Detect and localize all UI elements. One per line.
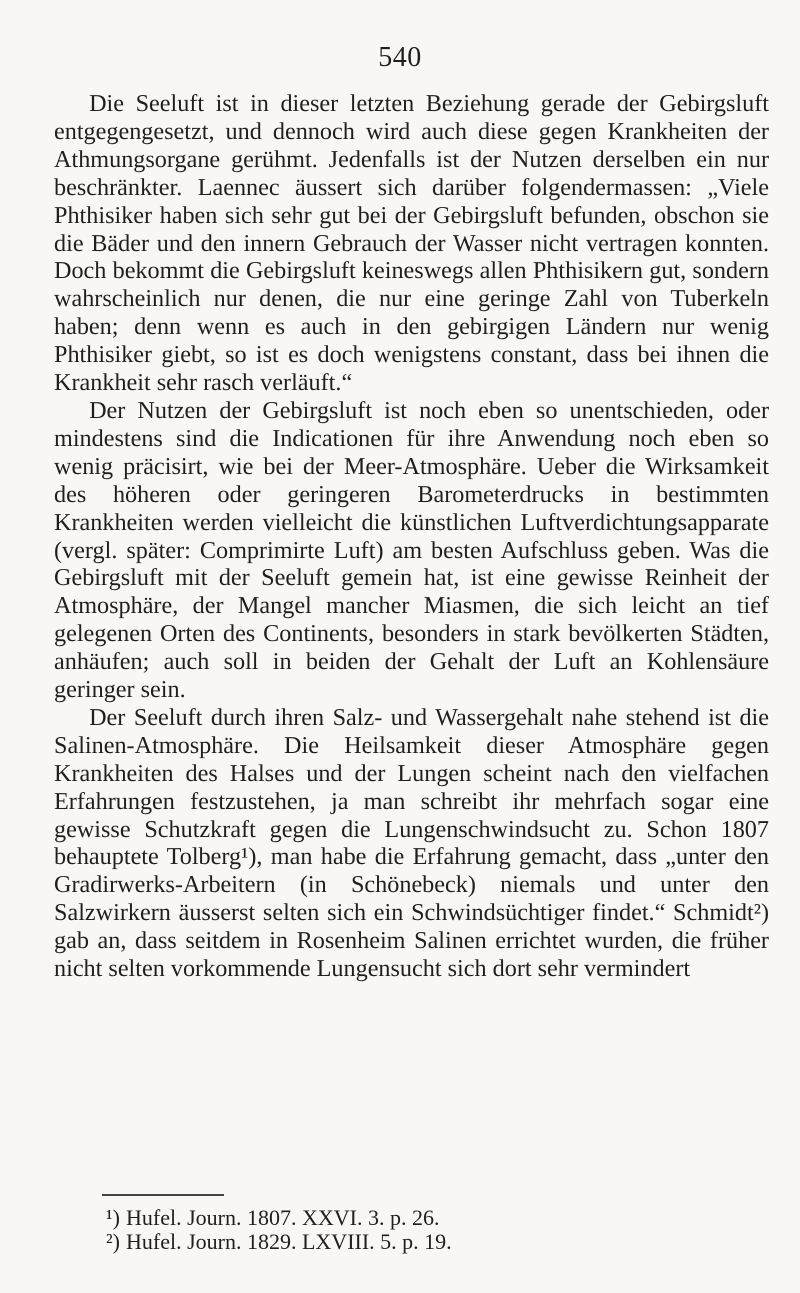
paragraph-seeluft-gebirgsluft: Die Seeluft ist in dieser letzten Beziehung gerade der Gebirgsluft entgegengesetzt, und dennoch wird auch diese gegen Krankheiten der Athmungsorgane gerühmt. Jedenfalls ist der Nutzen derselben ein nur beschränkter. Laennec äussert sich darüber folgendermassen: „Viele Phthisiker haben sich sehr gut bei der Gebirgsluft befunden, obschon sie die Bäder und den innern Gebrauch der Wasser nicht vertragen konnten. Doch bekommt die Gebirgsluft keineswegs allen Phthisikern gut, sondern wahrscheinlich nur denen, die nur eine geringe Zahl von Tuberkeln haben; denn wenn es auch in den gebirgigen Ländern nur wenig Phthisiker giebt, so ist es doch wenigstens constant, dass bei ihnen die Krankheit sehr rasch verläuft.“ bbox=[54, 90, 769, 397]
footnote-1-mark: ¹) bbox=[106, 1205, 120, 1230]
paragraph-gebirgsluft-nutzen: Der Nutzen der Gebirgsluft ist noch eben so unentschieden, oder mindestens sind die Indicationen für ihre Anwendung noch eben so wenig präcisirt, wie bei der Meer-Atmosphäre. Ueber die Wirksamkeit des höheren oder geringeren Barometerdrucks in bestimmten Krankheiten werden vielleicht die künstlichen Luftverdichtungsapparate (vergl. später: Comprimirte Luft) am besten Aufschluss geben. Was die Gebirgsluft mit der Seeluft gemein hat, ist eine gewisse Reinheit der Atmosphäre, der Mangel mancher Miasmen, die sich leicht an tief gelegenen Orten des Continents, besonders in stark bevölkerten Städten, anhäufen; auch soll in beiden der Gehalt der Luft an Kohlensäure geringer sein. bbox=[54, 396, 769, 704]
footnote-divider bbox=[102, 1194, 224, 1196]
main-text bbox=[54, 90, 769, 983]
footnote-1-text: Hufel. Journ. 1807. XXVI. 3. p. 26. bbox=[126, 1205, 440, 1230]
page-number: 540 bbox=[378, 42, 422, 73]
footnote-1 bbox=[106, 1206, 666, 1230]
footnote-2 bbox=[106, 1230, 666, 1254]
footnote-2-text: Hufel. Journ. 1829. LXVIII. 5. p. 19. bbox=[126, 1229, 452, 1254]
footnotes bbox=[106, 1206, 666, 1254]
footnote-2-mark: ²) bbox=[106, 1229, 120, 1254]
paragraph-salinen-atmosphaere: Der Seeluft durch ihren Salz- und Wassergehalt nahe stehend ist die Salinen-Atmosphäre. Die Heilsamkeit dieser Atmosphäre gegen Krankheiten des Halses und der Lungen scheint nach den vielfachen Erfahrungen festzustehen, ja man schreibt ihr mehrfach sogar eine gewisse Schutzkraft gegen die Lungenschwindsucht zu. Schon 1807 behauptete Tolberg¹), man habe die Erfahrung gemacht, dass „unter den Gradirwerks-Arbeitern (in Schönebeck) niemals und unter den Salzwirkern äusserst selten sich ein Schwindsüchtiger findet.“ Schmidt²) gab an, dass seitdem in Rosenheim Salinen errichtet wurden, die früher nicht selten vorkommende Lungensucht sich dort sehr vermindert bbox=[54, 703, 769, 983]
